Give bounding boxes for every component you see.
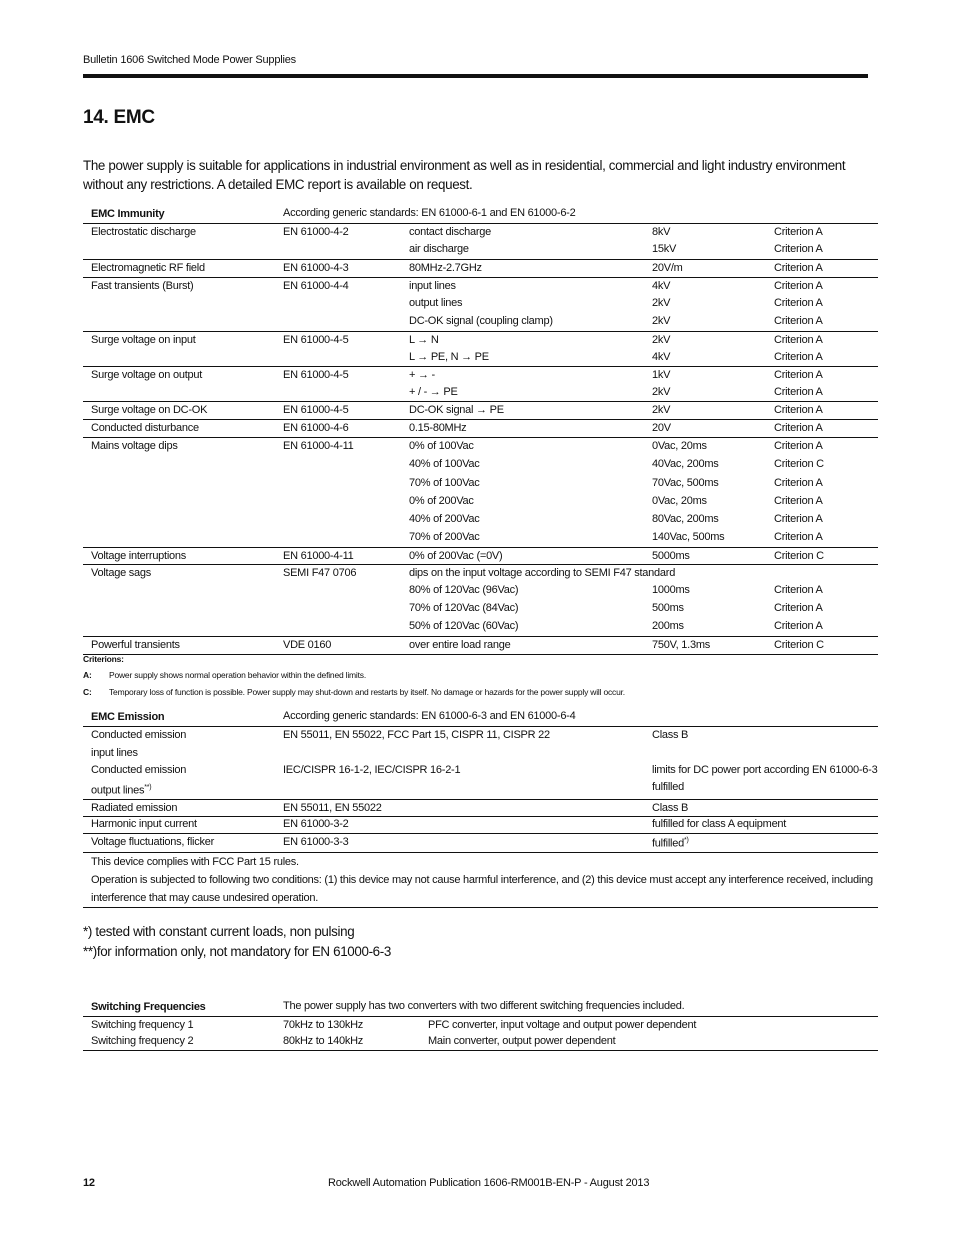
immunity-row [83, 438, 878, 456]
immunity-row [83, 278, 878, 295]
emission-cell: input lines [91, 747, 138, 759]
immunity-cell: Criterion A [774, 422, 823, 434]
immunity-cell: SEMI F47 0706 [283, 567, 357, 579]
immunity-cell: 20V [652, 422, 671, 434]
immunity-row [83, 332, 878, 349]
emission-row [83, 817, 878, 834]
criterion-c-text: Temporary loss of function is possible. Power supply may shut-down and restarts by itself. No damage or hazards for the power supply will occur. [109, 687, 625, 697]
immunity-cell: Surge voltage on input [91, 334, 196, 346]
immunity-row [83, 313, 878, 332]
immunity-cell: 0% of 200Vac [409, 495, 474, 507]
footnote: *) tested with constant current loads, non pulsing [83, 924, 355, 939]
immunity-body [83, 224, 878, 655]
immunity-row [83, 224, 878, 241]
immunity-cell: input lines [409, 280, 456, 292]
emission-title: EMC Emission [91, 711, 165, 723]
emission-standards: According generic standards: EN 61000-6-3 and EN 61000-6-4 [283, 710, 576, 722]
immunity-cell: Voltage interruptions [91, 550, 187, 562]
criterion-a [83, 670, 366, 680]
switching-cell: 70kHz to 130kHz [283, 1019, 364, 1031]
immunity-cell: L → PE, N → PE [409, 351, 489, 363]
running-header: Bulletin 1606 Switched Mode Power Supplies [83, 54, 296, 66]
immunity-cell: 2kV [652, 315, 671, 327]
immunity-cell: Criterion C [774, 458, 824, 470]
immunity-cell: 80MHz-2.7GHz [409, 262, 482, 274]
immunity-cell: + / - → PE [409, 386, 458, 398]
criterion-c-label: C: [83, 687, 92, 697]
immunity-cell: DC-OK signal → PE [409, 404, 504, 416]
immunity-cell: EN 61000-4-6 [283, 422, 349, 434]
immunity-cell: 2kV [652, 334, 671, 346]
immunity-row [83, 475, 878, 493]
immunity-cell: Criterion A [774, 495, 823, 507]
criterion-c [83, 687, 625, 697]
immunity-cell: 750V, 1.3ms [652, 639, 710, 651]
output-lines-label: output lines [91, 784, 145, 797]
immunity-cell: Criterion A [774, 584, 823, 596]
switching-frequencies-table [83, 999, 878, 1051]
operation-note-row [83, 889, 878, 908]
emission-cell: Harmonic input current [91, 818, 197, 830]
immunity-cell: 50% of 120Vac (60Vac) [409, 620, 519, 632]
criteria-heading: Criterions: [83, 654, 124, 664]
immunity-cell: Conducted disturbance [91, 422, 199, 434]
immunity-cell: Criterion A [774, 315, 823, 327]
immunity-cell: Criterion A [774, 602, 823, 614]
immunity-cell: 0Vac, 20ms [652, 440, 707, 452]
immunity-row [83, 349, 878, 367]
immunity-cell: EN 61000-4-4 [283, 280, 349, 292]
immunity-row [83, 582, 878, 600]
emc-emission-table [83, 709, 878, 908]
immunity-cell: Criterion A [774, 531, 823, 543]
immunity-cell: 5000ms [652, 550, 690, 562]
immunity-cell: 0.15-80MHz [409, 422, 467, 434]
immunity-cell: Criterion A [774, 226, 823, 238]
immunity-standards: According generic standards: EN 61000-6-1 and EN 61000-6-2 [283, 207, 576, 219]
immunity-cell: Surge voltage on DC-OK [91, 404, 208, 416]
immunity-header-row [83, 206, 878, 224]
immunity-cell: EN 61000-4-5 [283, 334, 349, 346]
flicker-sup: *) [684, 837, 689, 844]
immunity-cell: Criterion A [774, 620, 823, 632]
immunity-cell: contact discharge [409, 226, 491, 238]
switching-cell: Switching frequency 1 [91, 1019, 194, 1031]
immunity-cell: Criterion A [774, 404, 823, 416]
immunity-cell: Criterion A [774, 262, 823, 274]
immunity-cell: Criterion A [774, 369, 823, 381]
criterion-a-label: A: [83, 670, 92, 680]
immunity-cell: Electrostatic discharge [91, 226, 196, 238]
emission-row [83, 780, 878, 800]
emission-cell: Class B [652, 729, 689, 741]
immunity-cell: Criterion A [774, 386, 823, 398]
immunity-cell: Criterion A [774, 280, 823, 292]
immunity-row [83, 456, 878, 475]
fcc-note: This device complies with FCC Part 15 rules. [91, 856, 299, 868]
immunity-cell: L → N [409, 334, 439, 346]
immunity-cell: EN 61000-4-2 [283, 226, 349, 238]
criterion-a-text: Power supply shows normal operation behavior within the defined limits. [109, 670, 366, 680]
immunity-cell: dips on the input voltage according to SEMI F47 standard [409, 567, 676, 579]
immunity-cell: EN 61000-4-11 [283, 440, 354, 452]
switching-cell: Switching frequency 2 [91, 1035, 194, 1047]
immunity-cell: Criterion C [774, 550, 824, 562]
flicker-fulfilled: fulfilled [652, 837, 684, 850]
emission-row [83, 800, 878, 817]
page-number: 12 [83, 1177, 95, 1189]
emission-row [83, 834, 878, 853]
emission-cell [91, 784, 151, 797]
immunity-row [83, 384, 878, 402]
immunity-cell: 80Vac, 200ms [652, 513, 719, 525]
immunity-cell: 40% of 100Vac [409, 458, 480, 470]
immunity-cell: 1000ms [652, 584, 690, 596]
immunity-cell: VDE 0160 [283, 639, 332, 651]
immunity-cell: Voltage sags [91, 567, 151, 579]
output-lines-sup: **) [144, 784, 152, 791]
emission-cell: EN 55011, EN 55022, FCC Part 15, CISPR 11, CISPR 22 [283, 729, 550, 741]
emission-cell: EN 61000-3-3 [283, 836, 349, 848]
switching-desc: The power supply has two converters with two different switching frequencies included. [283, 1000, 685, 1012]
operation-note-1: Operation is subjected to following two conditions: (1) this device may not cause harmful interference, and (2) this device must accept any interference received, including [91, 874, 873, 886]
immunity-cell: Criterion A [774, 440, 823, 452]
immunity-cell: 20V/m [652, 262, 683, 274]
immunity-cell: 4kV [652, 280, 671, 292]
immunity-cell: 0% of 100Vac [409, 440, 474, 452]
emission-cell: Radiated emission [91, 802, 178, 814]
immunity-cell: 0Vac, 20ms [652, 495, 707, 507]
immunity-cell: 40Vac, 200ms [652, 458, 719, 470]
immunity-cell: Criterion A [774, 477, 823, 489]
immunity-row [83, 241, 878, 260]
immunity-cell: 40% of 200Vac [409, 513, 480, 525]
immunity-cell: 140Vac, 500ms [652, 531, 725, 543]
immunity-cell: 0% of 200Vac (=0V) [409, 550, 503, 562]
immunity-cell: Electromagnetic RF field [91, 262, 205, 274]
fcc-note-row [83, 853, 878, 871]
switching-row [83, 1017, 878, 1033]
immunity-cell: + → - [409, 369, 435, 381]
immunity-cell: output lines [409, 297, 463, 309]
immunity-row [83, 600, 878, 618]
immunity-cell: 80% of 120Vac (96Vac) [409, 584, 519, 596]
emission-row [83, 762, 878, 780]
immunity-cell: Criterion A [774, 334, 823, 346]
header-rule [83, 74, 868, 78]
immunity-cell: 70% of 120Vac (84Vac) [409, 602, 519, 614]
immunity-row [83, 402, 878, 420]
immunity-cell: 8kV [652, 226, 671, 238]
emission-cell: Class B [652, 802, 689, 814]
immunity-cell: 2kV [652, 297, 671, 309]
immunity-cell: Criterion A [774, 513, 823, 525]
immunity-row [83, 420, 878, 438]
immunity-cell: Fast transients (Burst) [91, 280, 194, 292]
immunity-row [83, 367, 878, 384]
immunity-cell: 500ms [652, 602, 684, 614]
intro-paragraph: The power supply is suitable for applications in industrial environment as well as in residential, commercial and light industry environment without any restrictions. A detailed EMC report is available on request. [83, 158, 846, 192]
emc-immunity-table [83, 206, 878, 655]
immunity-cell: Criterion A [774, 351, 823, 363]
immunity-row [83, 295, 878, 313]
emission-cell: EN 55011, EN 55022 [283, 802, 382, 814]
immunity-cell: 15kV [652, 243, 677, 255]
immunity-cell: 1kV [652, 369, 671, 381]
immunity-cell: Mains voltage dips [91, 440, 178, 452]
emission-cell: Conducted emission [91, 729, 187, 741]
criteria-title [83, 654, 124, 664]
switching-title: Switching Frequencies [91, 1001, 206, 1013]
immunity-cell: Criterion A [774, 243, 823, 255]
emission-cell: Voltage fluctuations, flicker [91, 836, 214, 848]
switching-cell: Main converter, output power dependent [428, 1035, 616, 1047]
immunity-cell: 4kV [652, 351, 671, 363]
publication-footer: Rockwell Automation Publication 1606-RM001B-EN-P - August 2013 [328, 1177, 650, 1189]
emission-row [83, 745, 878, 762]
immunity-row [83, 260, 878, 278]
immunity-row [83, 548, 878, 565]
immunity-cell: EN 61000-4-11 [283, 550, 354, 562]
immunity-cell: DC-OK signal (coupling clamp) [409, 315, 553, 327]
emission-row [83, 727, 878, 745]
immunity-row [83, 529, 878, 548]
immunity-row [83, 618, 878, 637]
immunity-cell: Powerful transients [91, 639, 180, 651]
footnote: **)for information only, not mandatory for EN 61000-6-3 [83, 944, 391, 959]
immunity-cell: 200ms [652, 620, 684, 632]
emission-cell: Conducted emission [91, 764, 187, 776]
emission-cell: fulfilled for class A equipment [652, 818, 787, 830]
immunity-cell: 2kV [652, 404, 671, 416]
immunity-cell: 70Vac, 500ms [652, 477, 719, 489]
immunity-cell: EN 61000-4-5 [283, 369, 349, 381]
immunity-row [83, 493, 878, 511]
immunity-cell: Surge voltage on output [91, 369, 203, 381]
section-title: 14. EMC [83, 107, 155, 128]
switching-row [83, 1033, 878, 1051]
emission-cell: IEC/CISPR 16-1-2, IEC/CISPR 16-2-1 [283, 764, 461, 776]
immunity-cell: air discharge [409, 243, 469, 255]
emission-cell: limits for DC power port according EN 61000-6-3 [652, 764, 878, 776]
immunity-cell: over entire load range [409, 639, 511, 651]
immunity-row [83, 511, 878, 529]
immunity-cell: 2kV [652, 386, 671, 398]
immunity-title: EMC Immunity [91, 208, 165, 220]
immunity-cell: Criterion A [774, 297, 823, 309]
immunity-row [83, 637, 878, 655]
emission-cell [652, 837, 689, 850]
switching-header-row [83, 999, 878, 1017]
immunity-cell: Criterion C [774, 639, 824, 651]
immunity-cell: 70% of 100Vac [409, 477, 480, 489]
immunity-row [83, 565, 878, 582]
immunity-cell: 70% of 200Vac [409, 531, 480, 543]
immunity-cell: EN 61000-4-3 [283, 262, 349, 274]
immunity-cell: EN 61000-4-5 [283, 404, 349, 416]
emission-cell: fulfilled [652, 781, 684, 793]
emission-header-row [83, 709, 878, 727]
switching-cell: PFC converter, input voltage and output power dependent [428, 1019, 697, 1031]
switching-cell: 80kHz to 140kHz [283, 1035, 364, 1047]
operation-note-2: interference that may cause undesired operation. [91, 892, 319, 904]
operation-note-row [83, 871, 878, 889]
emission-cell: EN 61000-3-2 [283, 818, 349, 830]
